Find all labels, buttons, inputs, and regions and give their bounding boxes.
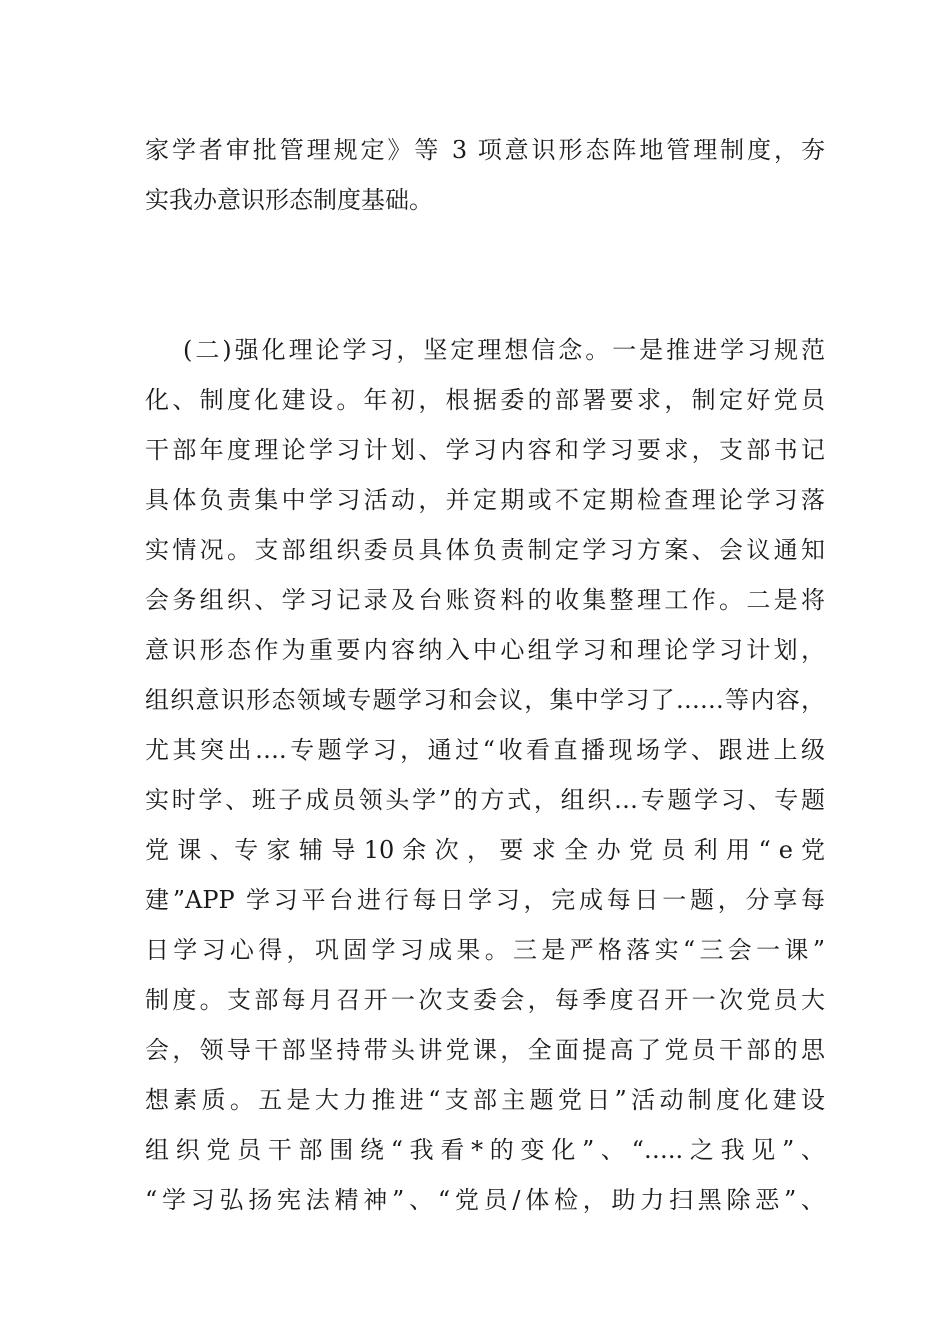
- text-line: 干部年度理论学习计划、学习内容和学习要求，支部书记: [145, 436, 825, 464]
- text-line: 组织意识形态领域专题学习和会议，集中学习了……等内容，: [145, 686, 825, 714]
- text-line: 日学习心得，巩固学习成果。三是严格落实“三会一课”: [145, 936, 825, 964]
- text-line: 会，领导干部坚持带头讲党课，全面提高了党员干部的思: [145, 1036, 825, 1064]
- text-line: (二)强化理论学习，坚定理想信念。一是推进学习规范: [183, 336, 825, 364]
- text-line: 想素质。五是大力推进“支部主题党日”活动制度化建设: [145, 1086, 825, 1114]
- text-line: “学习弘扬宪法精神”、“党员/体检，助力扫黑除恶”、: [145, 1186, 825, 1214]
- text-line: 化、制度化建设。年初，根据委的部署要求，制定好党员: [145, 386, 825, 414]
- text-line: 意识形态作为重要内容纳入中心组学习和理论学习计划，: [145, 636, 825, 664]
- text-line: 实我办意识形态制度基础。: [145, 186, 433, 214]
- text-line: 制度。支部每月召开一次支委会，每季度召开一次党员大: [145, 986, 825, 1014]
- text-line: 建”APP 学习平台进行每日学习，完成每日一题，分享每: [145, 886, 825, 914]
- text-line: 组织党员干部围绕“我看*的变化”、“…..之我见”、: [145, 1136, 825, 1164]
- text-line: 具体负责集中学习活动，并定期或不定期检查理论学习落: [145, 486, 825, 514]
- text-line: 党 课 、专 家 辅 导 10 余 次 ， 要 求 全 办 党 员 利 用 “ e 党: [145, 836, 825, 864]
- text-line: 尤其突出….专题学习，通过“收看直播现场学、跟进上级: [145, 736, 825, 764]
- text-line: 实时学、班子成员领头学”的方式，组织…专题学习、专题: [145, 786, 825, 814]
- text-line: 家学者审批管理规定》等 3 项意识形态阵地管理制度，夯: [145, 136, 825, 164]
- text-line: 实情况。支部组织委员具体负责制定学习方案、会议通知: [145, 536, 825, 564]
- text-line: 会务组织、学习记录及台账资料的收集整理工作。二是将: [145, 586, 825, 614]
